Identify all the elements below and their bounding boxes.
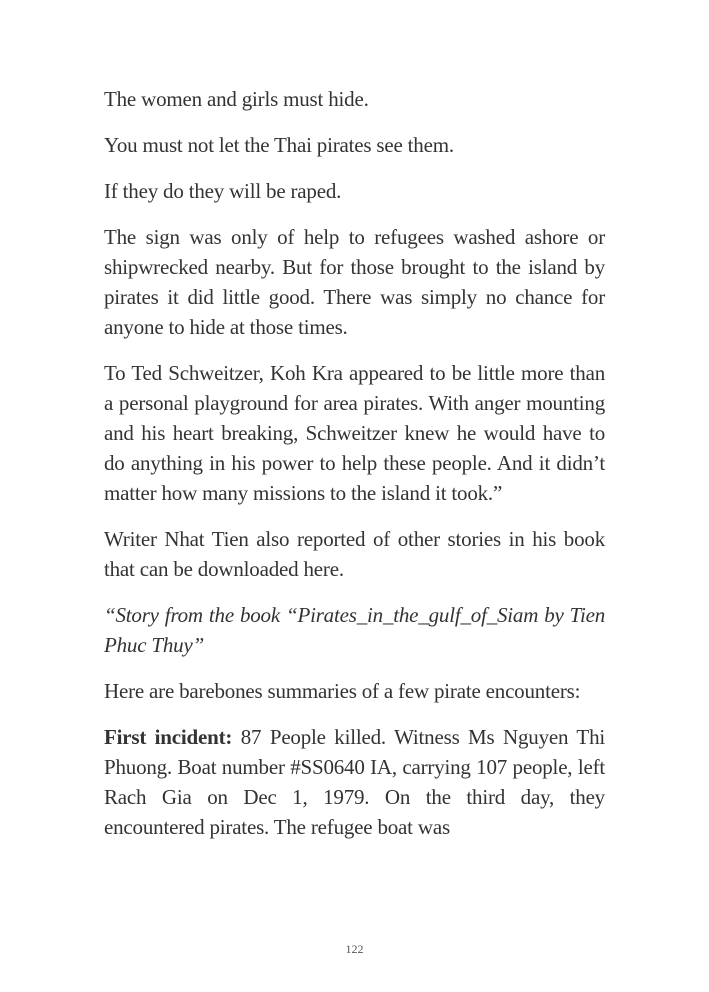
paragraph-raped: If they do they will be raped. xyxy=(104,179,342,203)
paragraph-women-hide: The women and girls must hide. xyxy=(104,87,369,111)
paragraph-ted-schweitzer: To Ted Schweitzer, Koh Kra appeared to be little more than a personal playground for area pirates. With anger mounting and his heart breaking, Schweitzer knew he would have to do anything in his power to help these people. And it didn’t matter how many missions to the island it took.” xyxy=(104,361,605,505)
paragraph-thai-pirates: You must not let the Thai pirates see them. xyxy=(104,133,454,157)
paragraph-book-citation: “Story from the book “Pirates_in_the_gulf_of_Siam by Tien Phuc Thuy” xyxy=(104,603,605,657)
paragraph-first-incident xyxy=(104,722,605,842)
first-incident-label: First incident: xyxy=(104,725,233,749)
body-text xyxy=(104,84,605,858)
first-incident-body: 87 People killed. Witness Ms Nguyen Thi Phuong. Boat number #SS0640 IA, carrying 107 people, left Rach Gia on Dec 1, 1979. On the third day, they encountered pirates. The refugee boat was xyxy=(104,725,605,839)
page-number: 122 xyxy=(345,942,364,956)
paragraph-sign-help: The sign was only of help to refugees washed ashore or shipwrecked nearby. But for those brought to the island by pirates it did little good. There was simply no chance for anyone to hide at those times. xyxy=(104,225,605,339)
paragraph-nhat-tien: Writer Nhat Tien also reported of other stories in his book that can be downloaded here. xyxy=(104,527,605,581)
paragraph-summaries-intro: Here are barebones summaries of a few pirate encounters: xyxy=(104,679,581,703)
